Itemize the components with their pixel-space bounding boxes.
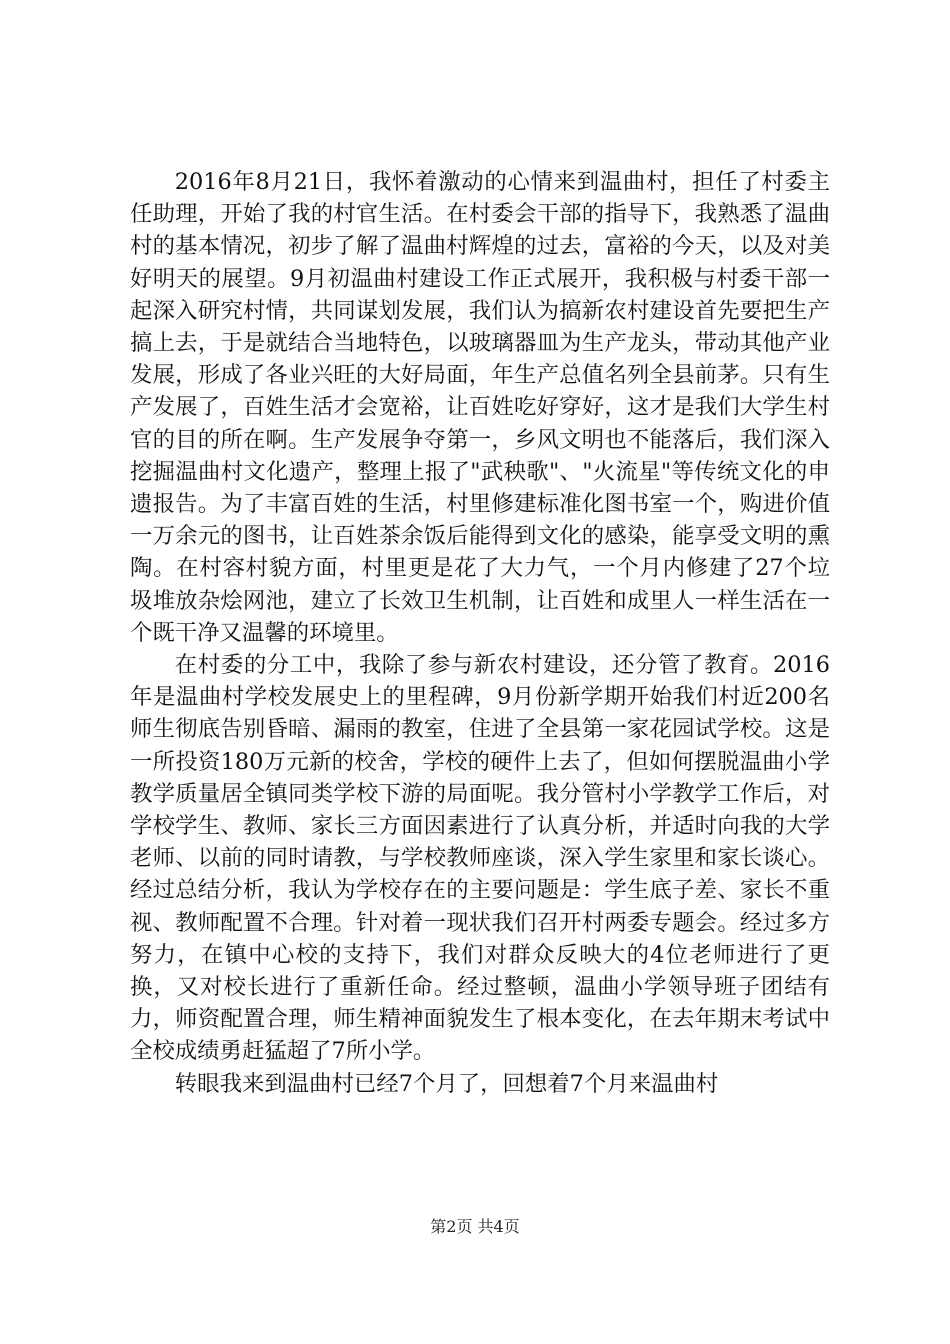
document-body: [130, 166, 830, 1100]
paragraph-1: 2016年8月21日，我怀着激动的心情来到温曲村，担任了村委主任助理，开始了我的村官生活。在村委会干部的指导下，我熟悉了温曲村的基本情况，初步了解了温曲村辉煌的过去，富裕的今天，以及对美好明天的展望。9月初温曲村建设工作正式展开，我积极与村委干部一起深入研究村情，共同谋划发展，我们认为搞新农村建设首先要把生产搞上去，于是就结合当地特色，以玻璃器皿为生产龙头，带动其他产业发展，形成了各业兴旺的大好局面，年生产总值名列全县前茅。只有生产发展了，百姓生活才会宽裕，让百姓吃好穿好，这才是我们大学生村官的目的所在啊。生产发展争夺第一，乡风文明也不能落后，我们深入挖掘温曲村文化遗产，整理上报了"武秧歌"、"火流星"等传统文化的申遗报告。为了丰富百姓的生活，村里修建标准化图书室一个，购进价值一万余元的图书，让百姓茶余饭后能得到文化的感染，能享受文明的熏陶。在村容村貌方面，村里更是花了大力气，一个月内修建了27个垃圾堆放杂烩网池，建立了长效卫生机制，让百姓和成里人一样生活在一个既干净又温馨的环境里。: [130, 169, 830, 646]
paragraph-3: 转眼我来到温曲村已经7个月了，回想着7个月来温曲村: [174, 1070, 719, 1097]
page-footer: 第2页 共4页: [430, 1217, 520, 1236]
paragraph-2: 在村委的分工中，我除了参与新农村建设，还分管了教育。2016年是温曲村学校发展史上的里程碑，9月份新学期开始我们村近200名师生彻底告别昏暗、漏雨的教室，住进了全县第一家花园试学校。这是一所投资180万元新的校舍，学校的硬件上去了，但如何摆脱温曲小学教学质量居全镇同类学校下游的局面呢。我分管村小学教学工作后，对学校学生、教师、家长三方面因素进行了认真分析，并适时向我的大学老师、以前的同时请教，与学校教师座谈，深入学生家里和家长谈心。经过总结分析，我认为学校存在的主要问题是：学生底子差、家长不重视、教师配置不合理。针对着一现状我们召开村两委专题会。经过多方努力，在镇中心校的支持下，我们对群众反映大的4位老师进行了更换，又对校长进行了重新任命。经过整顿，温曲小学领导班子团结有力，师资配置合理，师生精神面貌发生了根本变化，在去年期末考试中全校成绩勇赶猛超了7所小学。: [130, 652, 830, 1065]
